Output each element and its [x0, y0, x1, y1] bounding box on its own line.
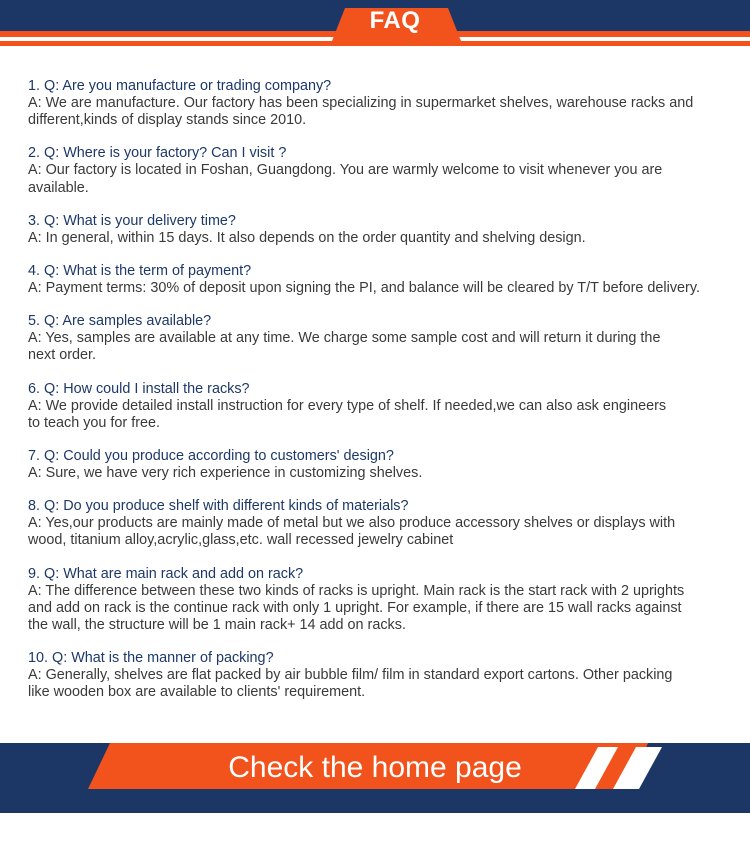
- home-page-banner[interactable]: [0, 743, 750, 813]
- faq-answer-3: A: In general, within 15 days. It also depends on the order quantity and shelving design.: [28, 229, 586, 246]
- faq-question-6: 6. Q: How could I install the racks?: [28, 380, 250, 397]
- faq-answer-6: A: We provide detailed install instruction for every type of shelf. If needed,we can also ask engineers to teach you for free.: [28, 397, 667, 431]
- faq-question-3: 3. Q: What is your delivery time?: [28, 212, 236, 229]
- faq-list: [28, 78, 738, 718]
- faq-question-2: 2. Q: Where is your factory? Can I visit ?: [28, 145, 287, 162]
- faq-question-1: 1. Q: Are you manufacture or trading company?: [28, 78, 332, 94]
- faq-question-7: 7. Q: Could you produce according to customers' design?: [28, 448, 394, 465]
- page-title: FAQ: [369, 7, 421, 34]
- faq-item-2: [28, 145, 738, 196]
- faq-answer-10: A: Generally, shelves are flat packed by air bubble film/ film in standard export cartons. Other packing like wooden box are available to clients' requirement.: [28, 667, 673, 701]
- faq-answer-8: A: Yes,our products are mainly made of metal but we also produce accessory shelves or displays with wood, titanium alloy,acrylic,glass,etc. wall recessed jewelry cabinet: [28, 515, 676, 549]
- faq-question-9: 9. Q: What are main rack and add on rack?: [28, 565, 304, 582]
- faq-item-6: [28, 381, 738, 432]
- faq-answer-4: A: Payment terms: 30% of deposit upon signing the PI, and balance will be cleared by T/T before delivery.: [28, 280, 700, 297]
- faq-item-5: [28, 313, 738, 364]
- faq-question-10: 10. Q: What is the manner of packing?: [28, 650, 274, 667]
- faq-answer-1: A: We are manufacture. Our factory has been specializing in supermarket shelves, warehouse racks and different,kinds of display stands since 2010.: [28, 95, 694, 129]
- faq-header-banner: [0, 0, 750, 48]
- faq-item-9: [28, 566, 738, 635]
- faq-answer-5: A: Yes, samples are available at any time. We charge some sample cost and will return it during the next order.: [28, 330, 661, 364]
- faq-item-4: [28, 263, 738, 297]
- faq-answer-9: A: The difference between these two kinds of racks is upright. Main rack is the start rack with 2 uprights and add on rack is the continue rack with only 1 upright. For example, if there are 15 wall racks against the wall, the structure will be 1 main rack+ 14 add on racks.: [28, 582, 685, 634]
- faq-question-4: 4. Q: What is the term of payment?: [28, 263, 252, 280]
- check-home-page-link[interactable]: Check the home page: [228, 751, 522, 784]
- faq-item-8: [28, 498, 738, 549]
- faq-item-3: [28, 213, 738, 247]
- faq-item-7: [28, 448, 738, 482]
- faq-question-8: 8. Q: Do you produce shelf with different kinds of materials?: [28, 498, 409, 515]
- faq-answer-7: A: Sure, we have very rich experience in customizing shelves.: [28, 465, 423, 482]
- faq-item-1: [28, 78, 738, 129]
- faq-answer-2: A: Our factory is located in Foshan, Guangdong. You are warmly welcome to visit whenever you are available.: [28, 162, 663, 196]
- faq-item-10: [28, 650, 738, 701]
- faq-question-5: 5. Q: Are samples available?: [28, 313, 212, 330]
